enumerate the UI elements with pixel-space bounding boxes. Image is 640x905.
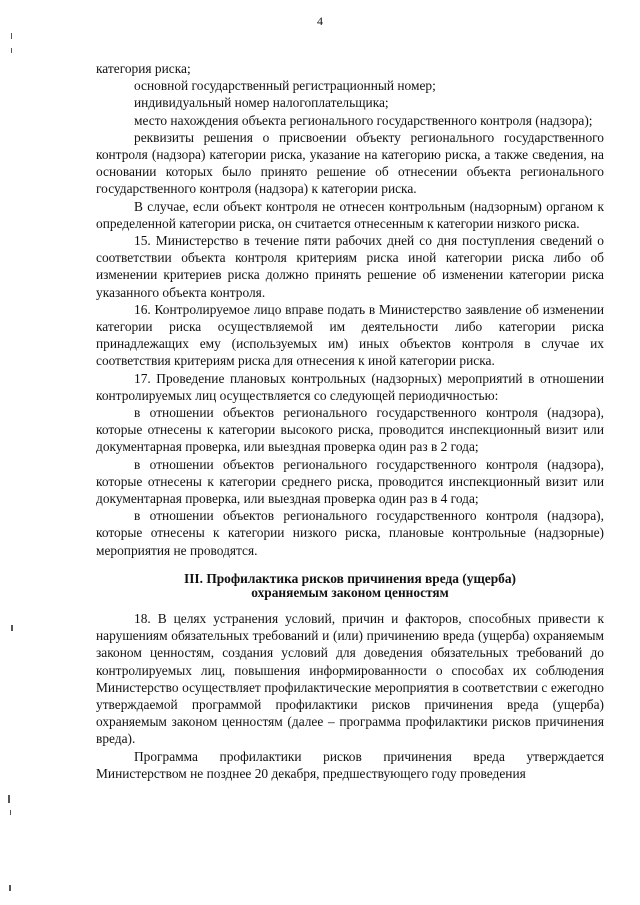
paragraph: 16. Контролируемое лицо вправе подать в Министерство заявление об изменении категории риска осуществляемой им деятельности либо категории риска принадлежащих ему (используемых им) иных объектов контроля в случае их соответствия критериям риска для отнесения к иной категории риска.	[96, 301, 604, 369]
scan-artifact	[11, 625, 13, 631]
paragraph: Программа профилактики рисков причинения вреда утверждается Министерством не позднее 20 декабря, предшествующего году проведения	[96, 748, 604, 781]
paragraph: основной государственный регистрационный номер;	[134, 78, 436, 94]
paragraph: в отношении объектов регионального государственного контроля (надзора), которые отнесены к категории низкого риска, плановые контрольные (надзорные) мероприятия не проводятся.	[96, 508, 604, 558]
paragraph: 15. Министерство в течение пяти рабочих дней со дня поступления сведений о соответствии объекта контроля критериям риска иной категории риска либо об изменении критериев риска должно принять решение об изменении категории риска указанного объекта контроля.	[96, 233, 604, 300]
paragraph: 17. Проведение плановых контрольных (надзорных) мероприятий в отношении контролируемых лиц осуществляется со следующей периодичностью:	[96, 370, 604, 403]
scan-artifact	[11, 48, 12, 53]
scan-artifact	[10, 810, 11, 815]
paragraph: в отношении объектов регионального государственного контроля (надзора), которые отнесены к категории высокого риска, проводится инспекционный визит или документарная проверка, или выездная проверка один раз в 2 года;	[96, 405, 604, 455]
scan-artifact	[8, 795, 10, 803]
paragraph: в отношении объектов регионального государственного контроля (надзора), которые отнесены к категории среднего риска, проводится инспекционный визит или документарная проверка, или выездная проверка один раз в 4 года;	[96, 456, 604, 507]
document-body	[96, 60, 604, 782]
paragraph: 18. В целях устранения условий, причин и факторов, способных привести к нарушениям обязательных требований и (или) причинению вреда (ущерба) охраняемым законом ценностям, создания условий для доведения обязательных требований до контролируемых лиц, повышения информированности о способах их соблюдения Министерство осуществляет профилактические мероприятия в соответствии с ежегодно утверждаемой программой профилактики рисков причинения вреда (ущерба) охраняемым законом ценностям (далее – программа профилактики рисков причинения вреда).	[96, 610, 604, 747]
section-heading	[96, 572, 604, 600]
paragraph: индивидуальный номер налогоплательщика;	[134, 95, 389, 111]
paragraph: категория риска;	[96, 61, 191, 76]
paragraph: В случае, если объект контроля не отнесен контрольным (надзорным) органом к определенной категории риска, он считается отнесенным к категории низкого риска.	[96, 198, 604, 231]
paragraph: реквизиты решения о присвоении объекту регионального государственного контроля (надзора) категории риска, указание на категорию риска, а также сведения, на основании которых было принято решение об отнесении объекта регионального государственного контроля (надзора) к категории риска.	[96, 129, 604, 197]
paragraph: место нахождения объекта регионального государственного контроля (надзора);	[134, 112, 593, 128]
page-number: 4	[317, 14, 323, 28]
scan-artifact	[9, 885, 11, 891]
section-heading-line2: охраняемым законом ценностям	[251, 584, 449, 600]
scan-artifact	[11, 33, 12, 39]
section-heading-line1: III. Профилактика рисков причинения вреда (ущерба)	[183, 570, 516, 586]
